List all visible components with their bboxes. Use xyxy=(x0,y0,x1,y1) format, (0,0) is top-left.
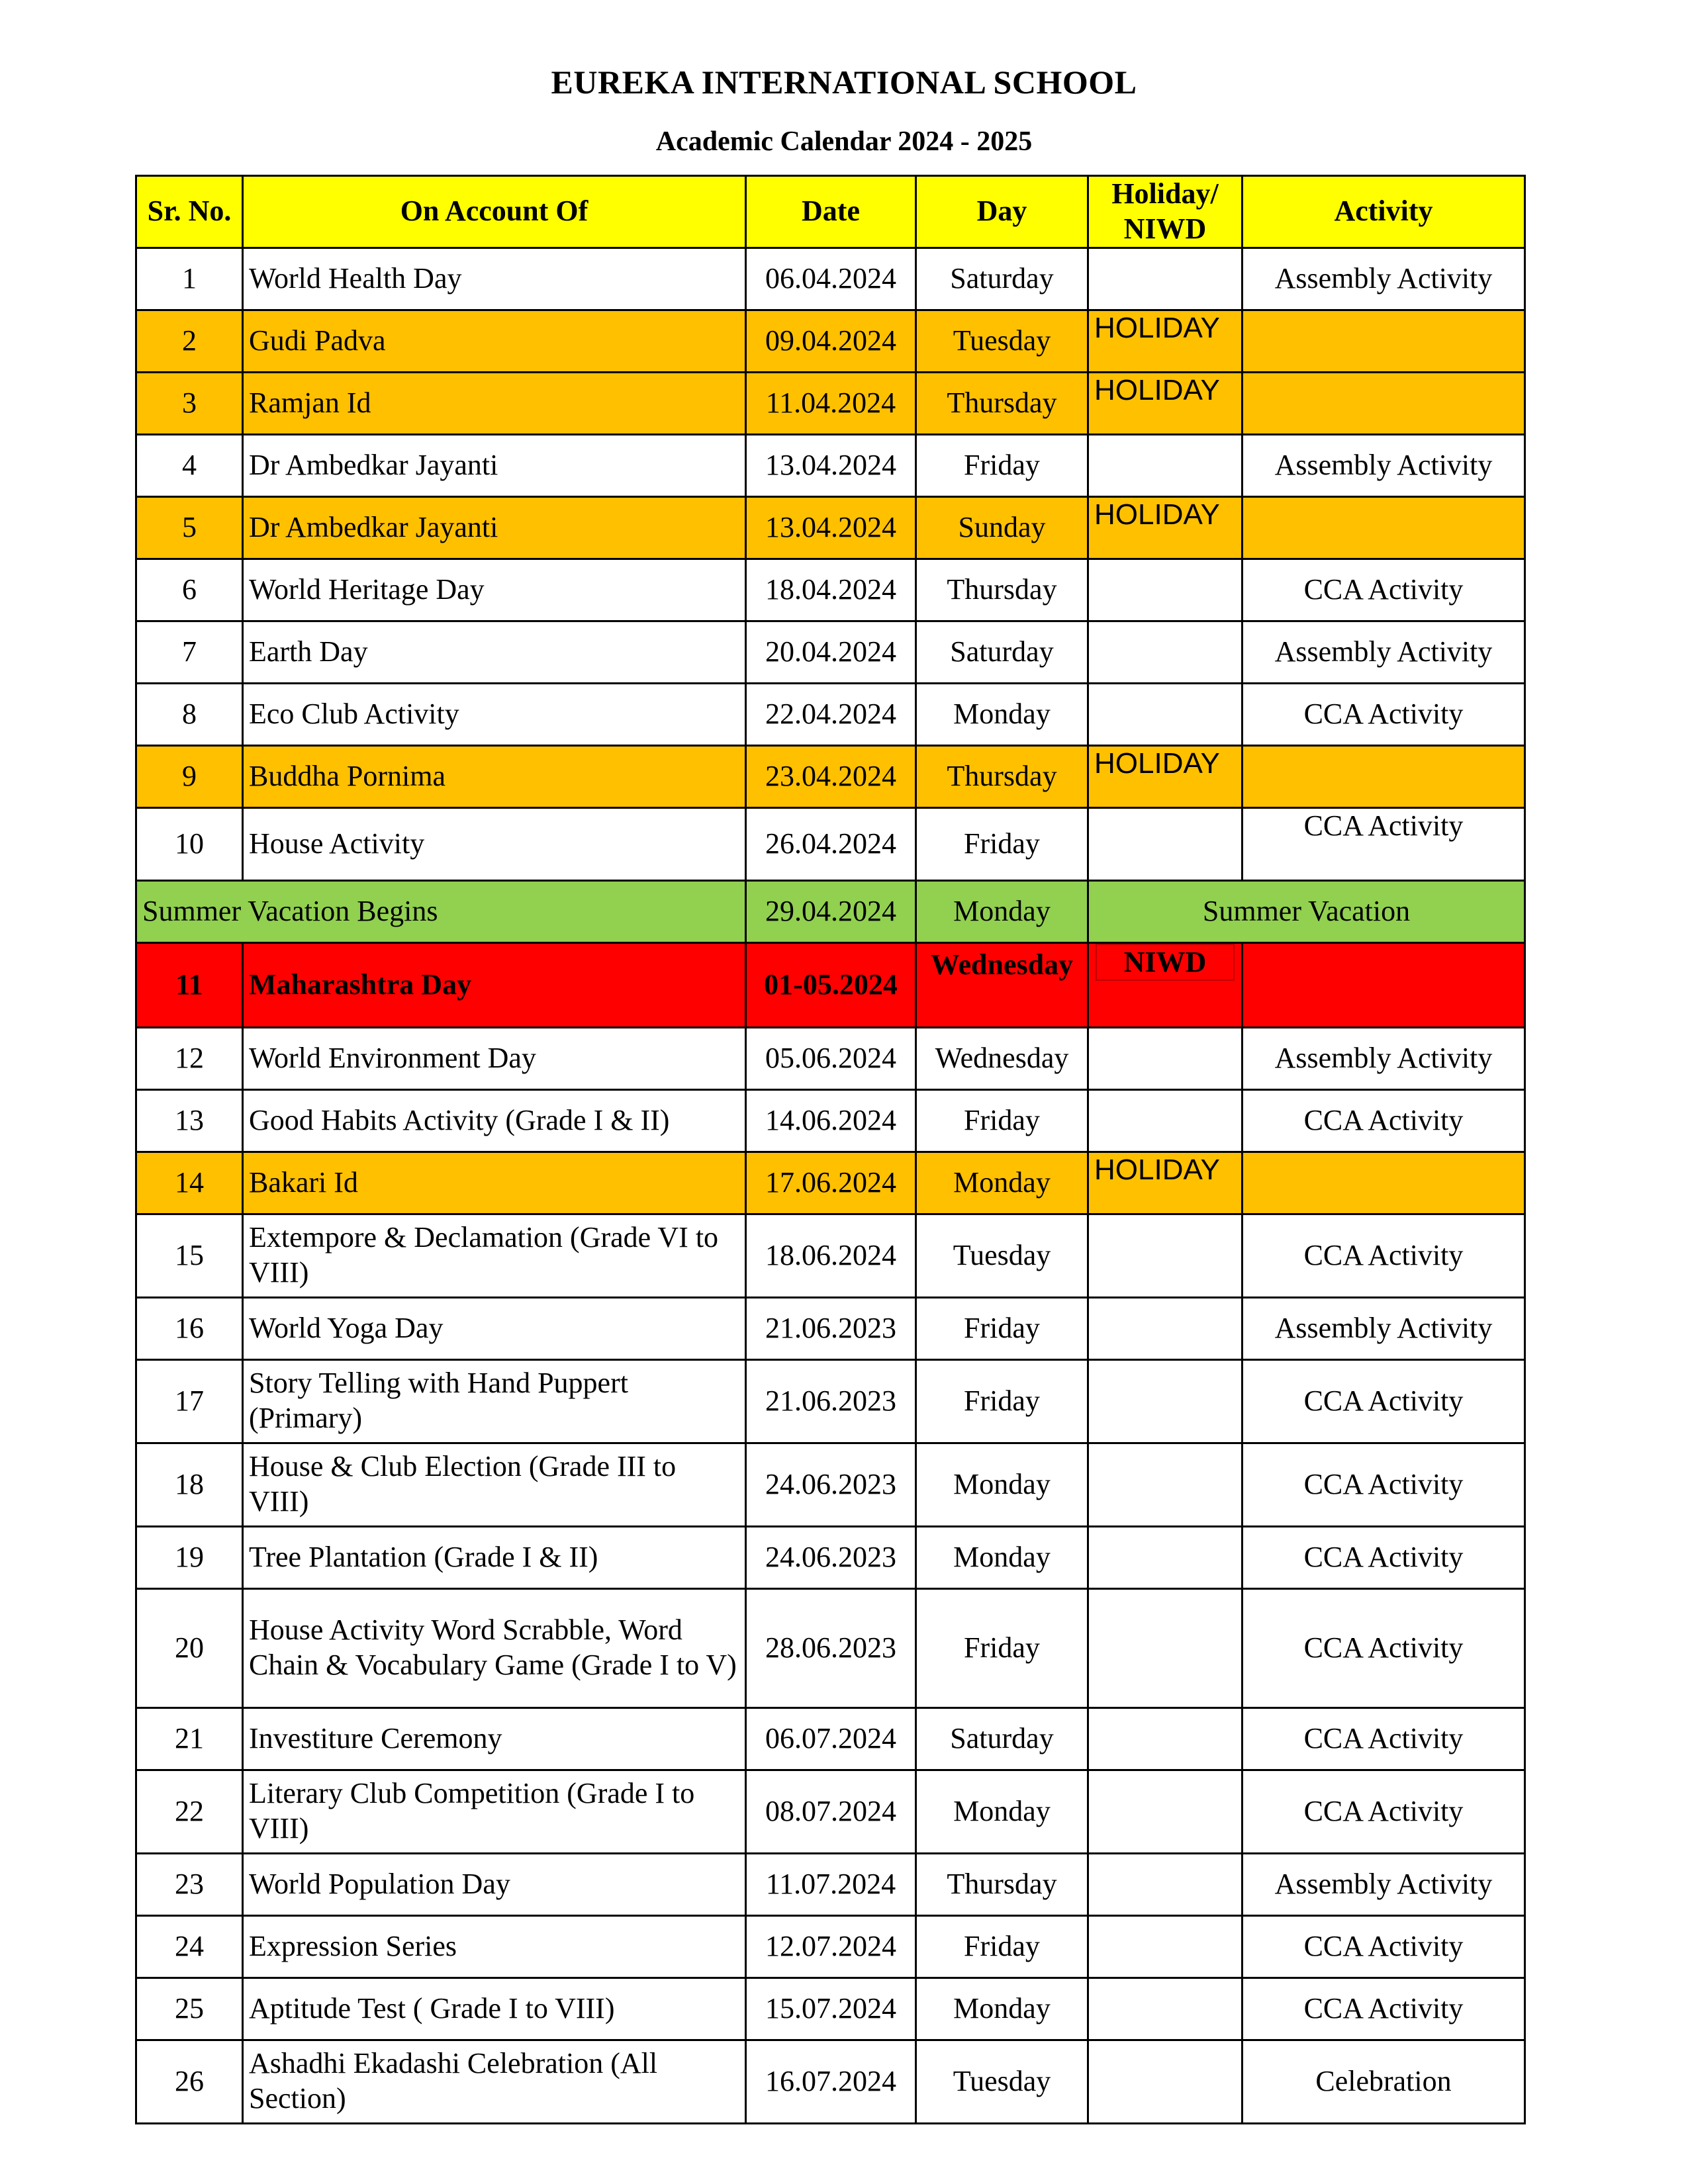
cell-event: House & Club Election (Grade III to VIII) xyxy=(243,1443,746,1526)
cell-date: 20.04.2024 xyxy=(746,621,916,683)
table-header-row xyxy=(136,176,1525,248)
cell-event: Aptitude Test ( Grade I to VIII) xyxy=(243,1978,746,2040)
col-header-date: Date xyxy=(746,176,916,248)
cell-event: Buddha Pornima xyxy=(243,745,746,807)
cell-sr: 26 xyxy=(136,2040,243,2123)
cell-holiday xyxy=(1088,1089,1243,1152)
cell-activity: Assembly Activity xyxy=(1243,1297,1525,1359)
cell-date: 21.06.2023 xyxy=(746,1297,916,1359)
table-row xyxy=(136,1526,1525,1588)
cell-holiday: HOLIDAY xyxy=(1088,310,1243,372)
cell-day: Saturday xyxy=(916,621,1088,683)
cell-event: Bakari Id xyxy=(243,1152,746,1214)
cell-day: Tuesday xyxy=(916,310,1088,372)
cell-activity: CCA Activity xyxy=(1243,1770,1525,1853)
table-row xyxy=(136,1152,1525,1214)
table-row xyxy=(136,1915,1525,1978)
table-row xyxy=(136,1443,1525,1526)
cell-holiday: HOLIDAY xyxy=(1088,1152,1243,1214)
table-row xyxy=(136,434,1525,496)
cell-sr: 11 xyxy=(136,942,243,1027)
cell-day: Friday xyxy=(916,1915,1088,1978)
cell-holiday xyxy=(1088,807,1243,880)
table-row xyxy=(136,807,1525,880)
cell-day: Thursday xyxy=(916,559,1088,621)
table-row xyxy=(136,2040,1525,2123)
table-row xyxy=(136,1707,1525,1770)
cell-activity xyxy=(1243,372,1525,434)
col-header-event: On Account Of xyxy=(243,176,746,248)
cell-activity: CCA Activity xyxy=(1243,559,1525,621)
cell-holiday xyxy=(1088,1770,1243,1853)
school-title: EUREKA INTERNATIONAL SCHOOL xyxy=(551,64,1137,101)
cell-event: Ashadhi Ekadashi Celebration (All Section) xyxy=(243,2040,746,2123)
cell-sr: 14 xyxy=(136,1152,243,1214)
cell-event: Maharashtra Day xyxy=(243,942,746,1027)
cell-holiday xyxy=(1088,1359,1243,1443)
cell-activity: CCA Activity xyxy=(1243,1443,1525,1526)
col-header-sr: Sr. No. xyxy=(136,176,243,248)
cell-day: Tuesday xyxy=(916,1214,1088,1297)
cell-event: World Heritage Day xyxy=(243,559,746,621)
table-row xyxy=(136,1297,1525,1359)
cell-date: 16.07.2024 xyxy=(746,2040,916,2123)
cell-date: 22.04.2024 xyxy=(746,683,916,745)
cell-day: Saturday xyxy=(916,248,1088,310)
cell-activity xyxy=(1243,310,1525,372)
cell-activity: CCA Activity xyxy=(1243,1588,1525,1707)
cell-event: Story Telling with Hand Puppert (Primary) xyxy=(243,1359,746,1443)
cell-date: 23.04.2024 xyxy=(746,745,916,807)
cell-date: 28.06.2023 xyxy=(746,1588,916,1707)
cell-activity: CCA Activity xyxy=(1243,1214,1525,1297)
cell-date: 13.04.2024 xyxy=(746,496,916,559)
cell-activity: CCA Activity xyxy=(1243,1089,1525,1152)
cell-day: Monday xyxy=(916,1152,1088,1214)
table-row xyxy=(136,1214,1525,1297)
cell-date: 17.06.2024 xyxy=(746,1152,916,1214)
cell-day: Thursday xyxy=(916,745,1088,807)
cell-activity: CCA Activity xyxy=(1243,683,1525,745)
cell-activity: Assembly Activity xyxy=(1243,434,1525,496)
cell-date: 24.06.2023 xyxy=(746,1443,916,1526)
cell-sr: 8 xyxy=(136,683,243,745)
cell-sr: 2 xyxy=(136,310,243,372)
cell-date: 06.04.2024 xyxy=(746,248,916,310)
cell-event: World Population Day xyxy=(243,1853,746,1915)
cell-holiday xyxy=(1088,1853,1243,1915)
cell-day: Monday xyxy=(916,1978,1088,2040)
cell-day: Friday xyxy=(916,1089,1088,1152)
cell-sr: 25 xyxy=(136,1978,243,2040)
cell-activity: Assembly Activity xyxy=(1243,248,1525,310)
cell-day: Monday xyxy=(916,1770,1088,1853)
cell-holiday xyxy=(1088,683,1243,745)
cell-date: 09.04.2024 xyxy=(746,310,916,372)
cell-date: 24.06.2023 xyxy=(746,1526,916,1588)
calendar-subtitle: Academic Calendar 2024 - 2025 xyxy=(655,126,1033,157)
cell-activity: Assembly Activity xyxy=(1243,621,1525,683)
cell-date: 26.04.2024 xyxy=(746,807,916,880)
cell-day: Tuesday xyxy=(916,2040,1088,2123)
cell-sr: 24 xyxy=(136,1915,243,1978)
cell-event: House Activity xyxy=(243,807,746,880)
cell-date: 29.04.2024 xyxy=(746,880,916,942)
cell-event: Dr Ambedkar Jayanti xyxy=(243,496,746,559)
vacation-row xyxy=(136,880,1525,942)
cell-event: World Health Day xyxy=(243,248,746,310)
cell-activity: CCA Activity xyxy=(1243,1915,1525,1978)
cell-sr: 22 xyxy=(136,1770,243,1853)
table-row xyxy=(136,621,1525,683)
cell-event: Extempore & Declamation (Grade VI to VIII) xyxy=(243,1214,746,1297)
cell-date: 11.07.2024 xyxy=(746,1853,916,1915)
cell-day: Monday xyxy=(916,880,1088,942)
cell-activity: Celebration xyxy=(1243,2040,1525,2123)
cell-day: Wednesday xyxy=(916,942,1088,1027)
cell-sr: 12 xyxy=(136,1027,243,1089)
cell-event: Tree Plantation (Grade I & II) xyxy=(243,1526,746,1588)
cell-holiday xyxy=(1088,1915,1243,1978)
table-row xyxy=(136,1770,1525,1853)
cell-sr: 21 xyxy=(136,1707,243,1770)
cell-sr: 3 xyxy=(136,372,243,434)
cell-holiday xyxy=(1088,1588,1243,1707)
table-row xyxy=(136,1089,1525,1152)
table-row xyxy=(136,496,1525,559)
cell-sr: 10 xyxy=(136,807,243,880)
cell-sr: 7 xyxy=(136,621,243,683)
cell-date: 05.06.2024 xyxy=(746,1027,916,1089)
cell-holiday xyxy=(1088,621,1243,683)
cell-sr: 18 xyxy=(136,1443,243,1526)
cell-sr: 23 xyxy=(136,1853,243,1915)
cell-date: 06.07.2024 xyxy=(746,1707,916,1770)
cell-activity: CCA Activity xyxy=(1243,807,1525,880)
vacation-label: Summer Vacation Begins xyxy=(136,880,746,942)
cell-event: Earth Day xyxy=(243,621,746,683)
cell-date: 12.07.2024 xyxy=(746,1915,916,1978)
cell-event: Eco Club Activity xyxy=(243,683,746,745)
cell-date: 08.07.2024 xyxy=(746,1770,916,1853)
cell-event: Gudi Padva xyxy=(243,310,746,372)
cell-holiday xyxy=(1088,1297,1243,1359)
cell-activity xyxy=(1243,745,1525,807)
cell-holiday: HOLIDAY xyxy=(1088,372,1243,434)
calendar-table xyxy=(135,175,1526,2124)
table-row xyxy=(136,1027,1525,1089)
cell-day: Friday xyxy=(916,1359,1088,1443)
cell-day: Thursday xyxy=(916,1853,1088,1915)
cell-activity: CCA Activity xyxy=(1243,1978,1525,2040)
cell-sr: 6 xyxy=(136,559,243,621)
cell-day: Monday xyxy=(916,683,1088,745)
table-row xyxy=(136,1853,1525,1915)
cell-activity: Assembly Activity xyxy=(1243,1853,1525,1915)
cell-event: Dr Ambedkar Jayanti xyxy=(243,434,746,496)
cell-sr: 15 xyxy=(136,1214,243,1297)
cell-sr: 17 xyxy=(136,1359,243,1443)
table-row xyxy=(136,248,1525,310)
cell-event: Ramjan Id xyxy=(243,372,746,434)
cell-day: Friday xyxy=(916,1588,1088,1707)
cell-event: World Yoga Day xyxy=(243,1297,746,1359)
cell-day: Friday xyxy=(916,1297,1088,1359)
table-row xyxy=(136,1359,1525,1443)
col-header-day: Day xyxy=(916,176,1088,248)
cell-date: 15.07.2024 xyxy=(746,1978,916,2040)
cell-holiday xyxy=(1088,1707,1243,1770)
vacation-note: Summer Vacation xyxy=(1088,880,1525,942)
cell-sr: 16 xyxy=(136,1297,243,1359)
table-row xyxy=(136,1588,1525,1707)
cell-holiday xyxy=(1088,1526,1243,1588)
cell-date: 14.06.2024 xyxy=(746,1089,916,1152)
cell-day: Friday xyxy=(916,807,1088,880)
cell-date: 11.04.2024 xyxy=(746,372,916,434)
cell-event: Literary Club Competition (Grade I to VIII) xyxy=(243,1770,746,1853)
cell-event: House Activity Word Scrabble, Word Chain & Vocabulary Game (Grade I to V) xyxy=(243,1588,746,1707)
cell-sr: 4 xyxy=(136,434,243,496)
cell-day: Saturday xyxy=(916,1707,1088,1770)
cell-day: Monday xyxy=(916,1526,1088,1588)
niwd-row xyxy=(136,942,1525,1027)
cell-holiday: HOLIDAY xyxy=(1088,745,1243,807)
cell-holiday xyxy=(1088,1443,1243,1526)
cell-holiday xyxy=(1088,1027,1243,1089)
cell-day: Sunday xyxy=(916,496,1088,559)
cell-date: 21.06.2023 xyxy=(746,1359,916,1443)
cell-event: World Environment Day xyxy=(243,1027,746,1089)
cell-holiday xyxy=(1088,1978,1243,2040)
cell-day: Wednesday xyxy=(916,1027,1088,1089)
cell-date: 01-05.2024 xyxy=(746,942,916,1027)
table-row xyxy=(136,683,1525,745)
cell-holiday xyxy=(1088,434,1243,496)
cell-event: Good Habits Activity (Grade I & II) xyxy=(243,1089,746,1152)
cell-sr: 9 xyxy=(136,745,243,807)
cell-date: 18.04.2024 xyxy=(746,559,916,621)
cell-activity xyxy=(1243,496,1525,559)
table-row xyxy=(136,372,1525,434)
cell-day: Monday xyxy=(916,1443,1088,1526)
table-row xyxy=(136,1978,1525,2040)
table-row xyxy=(136,310,1525,372)
cell-date: 18.06.2024 xyxy=(746,1214,916,1297)
cell-sr: 5 xyxy=(136,496,243,559)
cell-day: Friday xyxy=(916,434,1088,496)
cell-activity: Assembly Activity xyxy=(1243,1027,1525,1089)
niwd-badge: NIWD xyxy=(1096,944,1235,981)
col-header-holiday: Holiday/ NIWD xyxy=(1088,176,1243,248)
cell-activity xyxy=(1243,1152,1525,1214)
cell-sr: 1 xyxy=(136,248,243,310)
col-header-activity: Activity xyxy=(1243,176,1525,248)
cell-activity xyxy=(1243,942,1525,1027)
cell-holiday xyxy=(1088,1214,1243,1297)
cell-holiday xyxy=(1088,2040,1243,2123)
cell-holiday xyxy=(1088,248,1243,310)
cell-sr: 13 xyxy=(136,1089,243,1152)
cell-holiday: HOLIDAY xyxy=(1088,496,1243,559)
cell-activity: CCA Activity xyxy=(1243,1707,1525,1770)
cell-sr: 19 xyxy=(136,1526,243,1588)
cell-activity: CCA Activity xyxy=(1243,1526,1525,1588)
cell-sr: 20 xyxy=(136,1588,243,1707)
cell-holiday xyxy=(1088,942,1243,1027)
cell-activity: CCA Activity xyxy=(1243,1359,1525,1443)
cell-event: Expression Series xyxy=(243,1915,746,1978)
cell-day: Thursday xyxy=(916,372,1088,434)
table-row xyxy=(136,745,1525,807)
table-row xyxy=(136,559,1525,621)
cell-event: Investiture Ceremony xyxy=(243,1707,746,1770)
cell-holiday xyxy=(1088,559,1243,621)
cell-date: 13.04.2024 xyxy=(746,434,916,496)
